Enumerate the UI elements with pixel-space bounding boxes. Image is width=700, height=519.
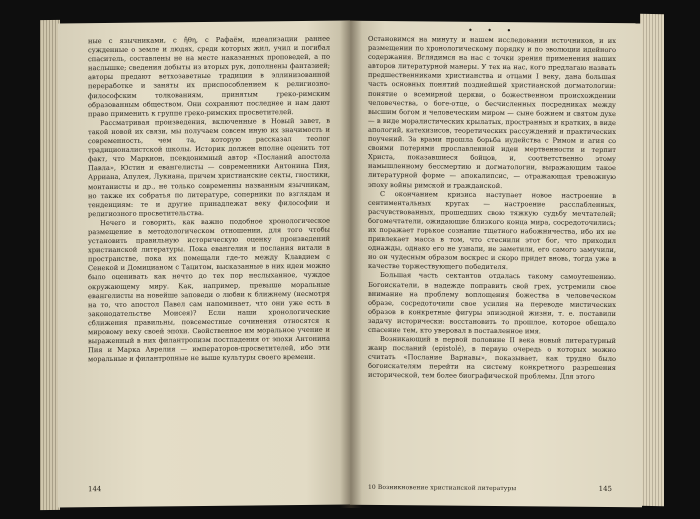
paragraph: Рассматривая произведения, включенные в Новый завет, в такой новой их связи, мы получаем совсем иную их значимость и современность, чем та, которую рассказал теолог традиционалистской школы. Историк должен вполне оценить тот факт, что Маркион, псевдонимный автор «Посланий апостола Павла», Юстин и евангелисты — современники Антонина Пия, Арриана, Апулея, Лукиана, причем христианские секты, гностики, монтанисты и др., не только современны названным язычникам, но также их собратья по литературе, соперники по взглядам и тенденциям: те и другие принадлежат веку философии и религиозного просветительства.	[88, 116, 330, 218]
right-page	[350, 21, 642, 508]
page-stack-left	[40, 20, 60, 510]
paragraph: Возникающий в первой половине II века новый литературный жанр посланий (epistolé), в первую очередь о которых можно считать «Послание Варнавы», показывает, как трудно было богоискателям перейти на систему конкретного разрешения исторической, тем более биографической проблемы. Для этого	[368, 335, 616, 382]
left-page-text	[88, 35, 330, 365]
top-mark: • • •	[468, 25, 518, 36]
paragraph: Большая часть сектантов отдалась такому самоутешению. Богоискатели, в надежде поправить свой грех, устремили свое внимание на проблему воплощения божества в человеческом образе, сосредоточили свое усилия на переводе мистических образов в конкретные фигуры эпизодной жизни, т. е. поставили задачу исторически: восстановить то прошлое, которое обещало спасение тем, кто уверовал в поставленное имя.	[368, 271, 616, 336]
paragraph: С окончанием кризиса наступает новое настроение в сентиментальных кругах — настроение расслабленных, расчувствованных, прошедших свою тяжкую судьбу мечтателей; богомечтатели, ожидающие близкого конца мира, сосредоточились; их поражает горькое сознание тщетного набожничества, ибо их не привлекает масса в том, что стеснили этот бог, что приходил однажды, однако его не узнали, не заметили, его самого замучили, но он чудесным образом воскрес и скоро придет вновь, тогда уже в качестве торжествующего победителя.	[368, 189, 616, 272]
right-page-text	[368, 35, 616, 383]
paragraph: Нечего и говорить, как важно подобное хронологическое размещение в методологическом отношении, для того чтобы установить правильную историческую оценку произведений христианской литературы. Пока евангелия и послания витали в пространстве, пока их помещали где-то между Клавдием с Сенекой и Домицианом с Тацитом, высказанные в них идеи можно было оценивать как нечто до тех пор неслыханное, чуждое окружающему миру. Как, например, превыше моральные евангелисты на новейше заповеди о любви к ближнему (несмотря на то, что апостол Павел сам напоминает, что они уже есть в законодательстве Моисея)? Если наши хронологические сближения правильны, повсеместные сочинения относятся к мировому веку своей эпохи. Свойственное им моральное учение и выраженный в них филантропизм постпадения от эпохи Антонина Пия и Марка Аврелия — императоров-просветителей, ибо эти моральные и филантропные не выше культуры своего времени.	[88, 216, 330, 364]
signature-footer: 10 Возникновение христианской литературы	[368, 483, 517, 493]
left-page	[58, 20, 350, 507]
paragraph: ные с язычниками, с ἤθη, с Рафаём, идеализации раннее сужденные о земле и людях, среди которых жил, учил и погибал спаситель, составлены не на месте наказанных проповедей, а по наслышке; сведения добыты из вторых рук, дополнены фантазией; авторы предают ветхозаветные традиции в эллинизованной переработке и заняты их приспособлением к религиозно-философским толкованиям, принятым греко-римским образованным обществом. Они сохраняют последнее и нам дают право применить к группе греко-римских просветителей.	[88, 34, 330, 118]
page-number: 144	[88, 485, 102, 494]
page-number: 145	[598, 484, 612, 494]
page-stack-right	[640, 14, 664, 506]
paragraph: Остановимся на минуту и нашем исследовании источников, и их размещении по хронологическому порядку и по эволюции идейного содержания. Вглядимся на нас с точки зрения применения наших авторов литературной манеры. У тех на нас, кого предлагаю назвать предшественниками христианства и отцами I веку, дана большая часть основных понятий позднейшей христианской догматологии: понятие о всемирной церкви, о божественном происхождении человечества, о боге-отце, о бесчисленных посредниках между высшим богом и человеческим миром — сыне божием и святом духе — в виде моралистических крылатых, пространных и кратких, в виде апологий, катехизисов, теоретических рассуждений и практических поучений. За врами прошла борьба иудейства с Римом и агия со своими потерями прославленной идеи мертвенности и терпит Христа, показавшиеся бойцов, и, соответственно этому намышленному бессмертию и догматологии, выражающим такое литературной форме — апокалипсис, — отражающая тревожную эпоху войны римской и гражданской.	[368, 34, 616, 190]
